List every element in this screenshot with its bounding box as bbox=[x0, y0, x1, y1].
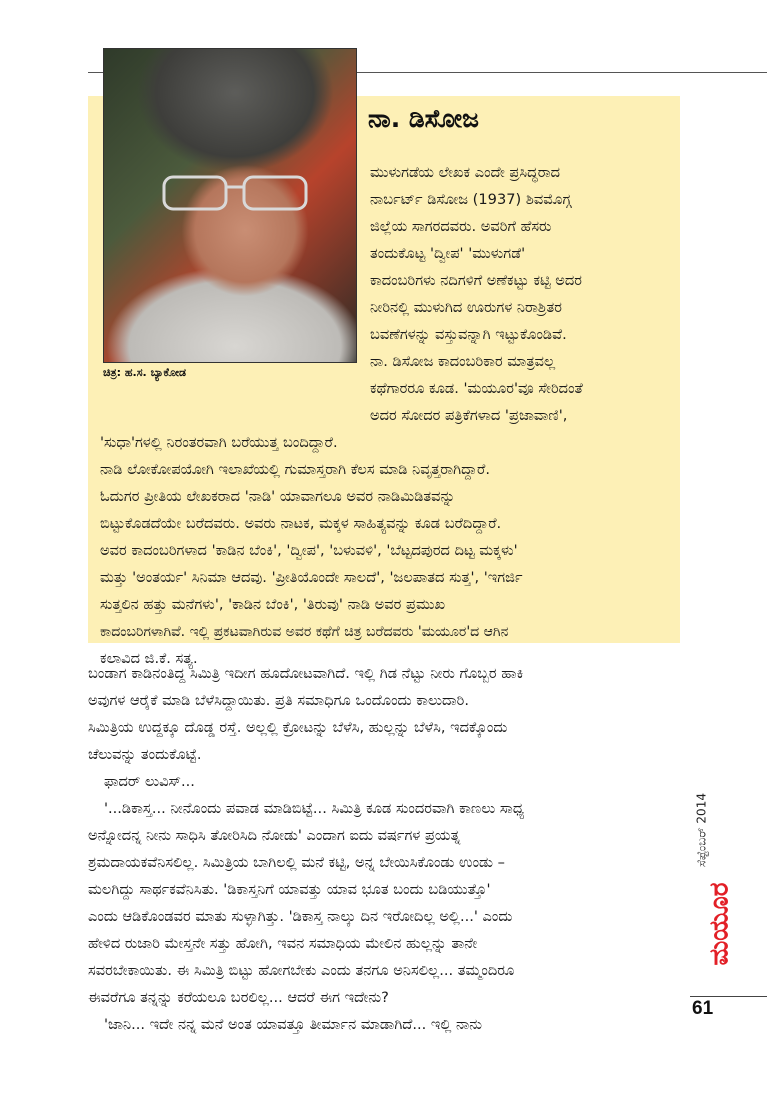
issue-month-text: ಸೆಪ್ಟೆಂಬರ್ 2014 bbox=[694, 793, 709, 867]
story-line: ಅವುಗಳ ಆರೈಕೆ ಮಾಡಿ ಬೆಳೆಸಿದ್ದಾಯಿತು. ಪ್ರತಿ ಸಮಾಧಿಗೂ ಒಂದೊಂದು ಕಾಲುದಾರಿ. bbox=[88, 692, 469, 709]
issue-month bbox=[684, 790, 720, 870]
profile-line: ಜಿಲ್ಲೆಯ ಸಾಗರದವರು. ಅವರಿಗೆ ಹೆಸರು bbox=[370, 218, 552, 235]
story-line: '...ಡಿಕಾಸ್ತ... ನೀನೊಂದು ಪವಾಡ ಮಾಡಿಬಿಟ್ಟೆ... ಸಿಮಿತ್ರಿ ಕೂಡ ಸುಂದರವಾಗಿ ಕಾಣಲು ಸಾಧ್ಯ bbox=[104, 800, 525, 817]
profile-line: ಬವಣೆಗಳನ್ನು ವಸ್ತುವನ್ನಾಗಿ ಇಟ್ಟುಕೊಂಡಿವೆ. bbox=[370, 326, 567, 343]
profile-line: ಬಿಟ್ಟುಕೊಡದೆಯೇ ಬರೆದವರು. ಅವರು ನಾಟಕ, ಮಕ್ಕಳ ಸಾಹಿತ್ಯವನ್ನು ಕೂಡ ಬರೆದಿದ್ದಾರೆ. bbox=[100, 515, 502, 532]
story-line: ಚೆಲುವನ್ನು ತಂದುಕೊಟ್ಟೆ. bbox=[88, 746, 202, 763]
profile-line: ಕಥೆಗಾರರೂ ಕೂಡ. 'ಮಯೂರ'ವೂ ಸೇರಿದಂತೆ bbox=[370, 380, 583, 397]
profile-line: ನಾಡಿ ಲೋಕೋಪಯೋಗಿ ಇಲಾಖೆಯಲ್ಲಿ ಗುಮಾಸ್ತರಾಗಿ ಕೆಲಸ ಮಾಡಿ ನಿವೃತ್ತರಾಗಿದ್ದಾರೆ. bbox=[100, 461, 490, 478]
page-number: 61 bbox=[692, 998, 714, 1019]
profile-line: ಓದುಗರ ಪ್ರೀತಿಯ ಲೇಖಕರಾದ 'ನಾಡಿ' ಯಾವಾಗಲೂ ಅವರ ನಾಡಿಮಿಡಿತವನ್ನು bbox=[100, 488, 456, 505]
story-line: ಹೇಳಿದ ರುಜಾರಿ ಮೇಸ್ತನೇ ಸತ್ತು ಹೋಗಿ, ಇವನ ಸಮಾಧಿಯ ಮೇಲಿನ ಹುಲ್ಲನ್ನು ತಾನೇ bbox=[88, 935, 478, 952]
story-line: ಮಲಗಿದ್ದು ಸಾರ್ಥಕವೆನಿಸಿತು. 'ಡಿಕಾಸ್ತನಿಗೆ ಯಾವತ್ತು ಯಾವ ಭೂತ ಬಂದು ಬಡಿಯುತ್ತೊ' bbox=[88, 881, 491, 898]
story-line: 'ಜಾನಿ... ಇದೇ ನನ್ನ ಮನೆ ಅಂತ ಯಾವತ್ತೂ ತೀರ್ಮಾನ ಮಾಡಾಗಿದೆ... ಇಲ್ಲಿ ನಾನು bbox=[104, 1016, 483, 1033]
glasses-shape bbox=[160, 173, 310, 213]
magazine-brand bbox=[702, 876, 738, 972]
profile-line: ನಾ. ಡಿಸೋಜ ಕಾದಂಬರಿಕಾರ ಮಾತ್ರವಲ್ಲ bbox=[370, 353, 556, 370]
profile-line: ತಂದುಕೊಟ್ಟ 'ದ್ವೀಪ' 'ಮುಳುಗಡೆ' bbox=[370, 245, 526, 262]
profile-line: ನೀರಿನಲ್ಲಿ ಮುಳುಗಿದ ಊರುಗಳ ನಿರಾಶ್ರಿತರ bbox=[370, 299, 562, 316]
profile-line: ಮುಳುಗಡೆಯ ಲೇಖಕ ಎಂದೇ ಪ್ರಸಿದ್ಧರಾದ bbox=[370, 164, 561, 181]
profile-line: 'ಸುಧಾ'ಗಳಲ್ಲಿ ನಿರಂತರವಾಗಿ ಬರೆಯುತ್ತ ಬಂದಿದ್ದಾರೆ. bbox=[100, 434, 338, 451]
profile-line: ಸುತ್ತಲಿನ ಹತ್ತು ಮನೆಗಳು', 'ಕಾಡಿನ ಬೆಂಕಿ', 'ತಿರುವು' ನಾಡಿ ಅವರ ಪ್ರಮುಖ bbox=[100, 596, 446, 613]
story-line: ಎಂದು ಆಡಿಕೊಂಡವರ ಮಾತು ಸುಳ್ಳಾಗಿತ್ತು. 'ಡಿಕಾಸ್ತ ನಾಲ್ಕು ದಿನ ಇರೋದಿಲ್ಲ ಅಲ್ಲಿ...' ಎಂದು bbox=[88, 908, 513, 925]
profile-line: ಕಾದಂಬರಿಗಳು ನದಿಗಳಿಗೆ ಅಣೆಕಟ್ಟು ಕಟ್ಟಿ ಅದರ bbox=[370, 272, 583, 289]
story-line: ಸಿಮಿತ್ರಿಯ ಉದ್ದಕ್ಕೂ ದೊಡ್ಡ ರಸ್ತೆ. ಅಲ್ಲಲ್ಲಿ ಕ್ರೋಟನ್ನು ಬೆಳೆಸಿ, ಹುಲ್ಲನ್ನು ಬೆಳೆಸಿ, ಇದಕ್ಕೊಂದು bbox=[88, 719, 508, 736]
profile-line: ಮತ್ತು 'ಅಂತರ್ಯ' ಸಿನಿಮಾ ಆದವು. 'ಪ್ರೀತಿಯೊಂದೇ ಸಾಲದೆ', 'ಜಲಪಾತದ ಸುತ್ತ', 'ಇಗರ್ಜಿ bbox=[100, 569, 523, 586]
story-line: ಈವರೆಗೂ ತನ್ನನ್ನು ಕರೆಯಲೂ ಬರಲಿಲ್ಲ... ಆದರೆ ಈಗ ಇದೇನು? bbox=[88, 989, 389, 1006]
profile-line: ಕಾದಂಬರಿಗಳಾಗಿವೆ. ಇಲ್ಲಿ ಪ್ರಕಟವಾಗಿರುವ ಅವರ ಕಥೆಗೆ ಚಿತ್ರ ಬರೆದವರು 'ಮಯೂರ'ದ ಆಗಿನ bbox=[100, 624, 509, 640]
profile-title: ನಾ. ಡಿಸೋಜ bbox=[368, 104, 479, 133]
story-line: ಬಂಡಾಗ ಕಾಡಿನಂತಿದ್ದ ಸಿಮಿತ್ರಿ ಇದೀಗ ಹೂದೋಟವಾಗಿದೆ. ಇಲ್ಲಿ ಗಿಡ ನೆಟ್ಟು ನೀರು ಗೊಬ್ಬರ ಹಾಕಿ bbox=[88, 665, 524, 682]
profile-line: ಅವರ ಕಾದಂಬರಿಗಳಾದ 'ಕಾಡಿನ ಬೆಂಕಿ', 'ದ್ವೀಪ', 'ಬಳುವಳಿ', 'ಬೆಟ್ಟದಪುರದ ದಿಟ್ಟ ಮಕ್ಕಳು' bbox=[100, 542, 518, 559]
story-line: ಅನ್ನೋದನ್ನ ನೀನು ಸಾಧಿಸಿ ತೋರಿಸಿದಿ ನೋಡು' ಎಂದಾಗ ಐದು ವರ್ಷಗಳ ಪ್ರಯತ್ನ bbox=[88, 827, 461, 844]
story-line: ಶ್ರಮದಾಯಕವೆನಿಸಲಿಲ್ಲ. ಸಿಮಿತ್ರಿಯ ಬಾಗಿಲಲ್ಲಿ ಮನೆ ಕಟ್ಟಿ, ಅನ್ನ ಬೇಯಿಸಿಕೊಂಡು ಉಂಡು – bbox=[88, 854, 505, 871]
profile-line: ಕಲಾವಿದ ಜಿ.ಕೆ. ಸತ್ಯ. bbox=[100, 650, 198, 667]
profile-line: ಅದರ ಸೋದರ ಪತ್ರಿಕೆಗಳಾದ 'ಪ್ರಜಾವಾಣಿ', bbox=[370, 407, 568, 424]
photo-caption: ಚಿತ್ರ: ಹ.ಸ. ಬ್ಯಾಕೋಡ bbox=[103, 366, 187, 379]
magazine-brand-text: ಮಯೂರ bbox=[704, 882, 735, 966]
story-line: ಫಾದರ್ ಲುವಿಸ್... bbox=[104, 773, 195, 790]
bottom-rule bbox=[690, 996, 767, 997]
profile-line: ನಾರ್ಬರ್ಟ್ ಡಿಸೋಜ (1937) ಶಿವಮೊಗ್ಗ bbox=[370, 191, 572, 208]
story-line: ಸವರಬೇಕಾಯಿತು. ಈ ಸಿಮಿತ್ರಿ ಬಿಟ್ಟು ಹೋಗಬೇಕು ಎಂದು ತನಗೂ ಅನಿಸಲಿಲ್ಲ... ತಮ್ಮಂದಿರೂ bbox=[88, 962, 515, 979]
